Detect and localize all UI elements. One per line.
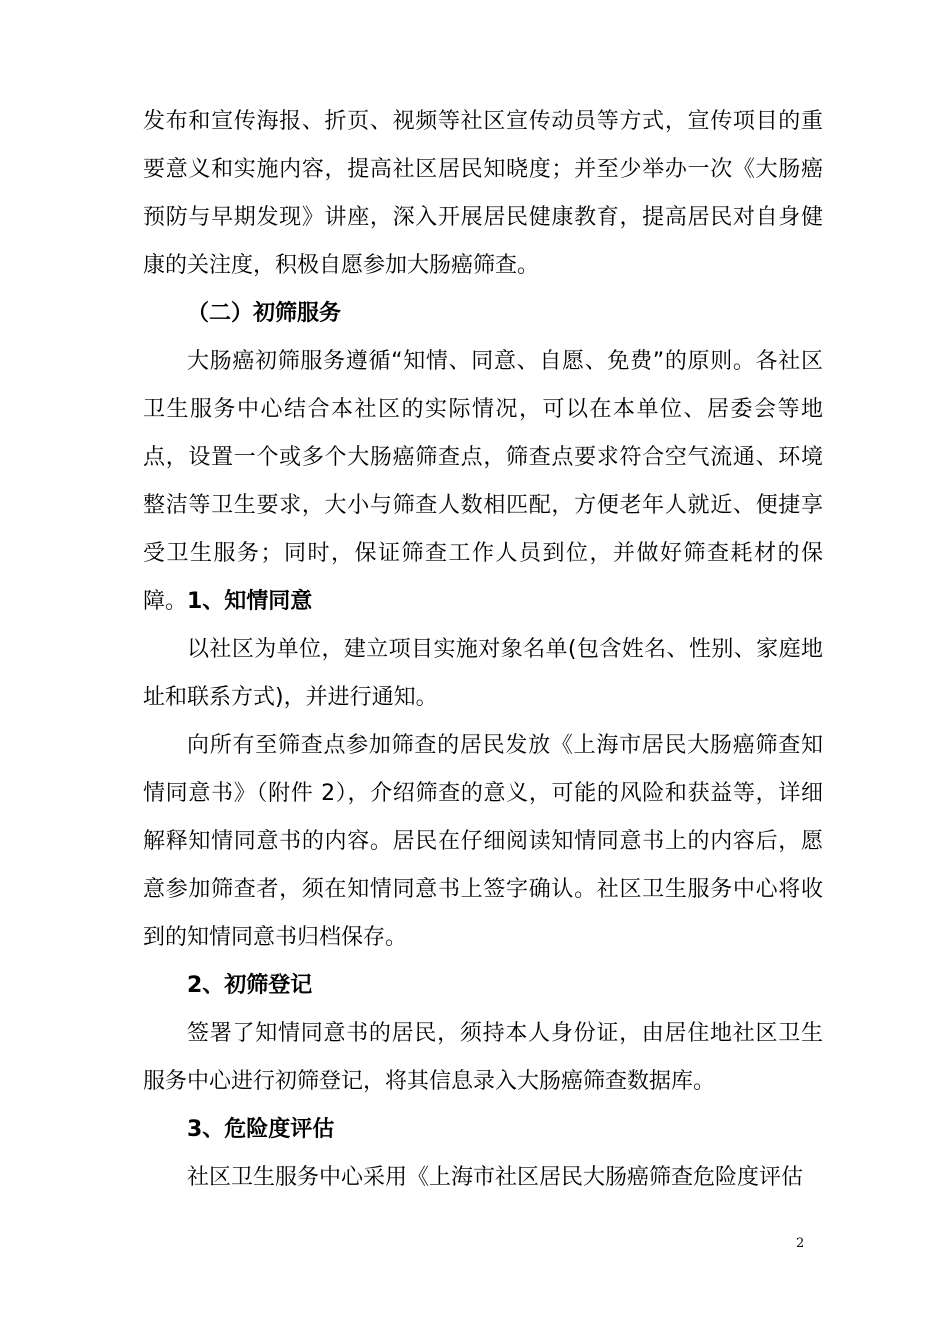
paragraph-screening-principles: 大肠癌初筛服务遵循“知情、同意、自愿、免费”的原则。各社区卫生服务中心结合本社区的实际情况，可以在本单位、居委会等地点，设置一个或多个大肠癌筛查点，筛查点要求符合空气流通、环境整洁等卫生要求，大小与筛查人数相匹配，方便老年人就近、便捷享受卫生服务；同时，保证筛查工作人员到位，并做好筛查耗材的保障。 <box>143 349 823 614</box>
section-heading-initial-screening: （二）初筛服务 <box>187 301 342 326</box>
paragraph-consent-form: 向所有至筛查点参加筛查的居民发放《上海市居民大肠癌筛查知情同意书》（附件 2），介绍筛查的意义，可能的风险和获益等，详细解释知情同意书的内容。居民在仔细阅读知情同意书上的内容后，愿意参加筛查者，须在知情同意书上签字确认。社区卫生服务中心将收到的知情同意书归档保存。 <box>143 733 823 950</box>
paragraph-registration: 签署了知情同意书的居民，须持本人身份证，由居住地社区卫生服务中心进行初筛登记，将其信息录入大肠癌筛查数据库。 <box>143 1021 823 1094</box>
paragraph-consent-list: 以社区为单位，建立项目实施对象名单(包含姓名、性别、家庭地址和联系方式)，并进行通知。 <box>143 637 823 710</box>
paragraph-risk-assessment: 社区卫生服务中心采用《上海市社区居民大肠癌筛查危险度评估 <box>187 1165 804 1190</box>
page-number: 2 <box>796 1236 805 1251</box>
heading-risk-assessment: 3、危险度评估 <box>187 1117 335 1142</box>
paragraph-intro-continued: 发布和宣传海报、折页、视频等社区宣传动员等方式，宣传项目的重要意义和实施内容，提高社区居民知晓度；并至少举办一次《大肠癌预防与早期发现》讲座，深入开展居民健康教育，提高居民对自身健康的关注度，积极自愿参加大肠癌筛查。 <box>143 109 823 278</box>
heading-registration: 2、初筛登记 <box>187 973 313 998</box>
heading-informed-consent: 1、知情同意 <box>187 589 313 614</box>
